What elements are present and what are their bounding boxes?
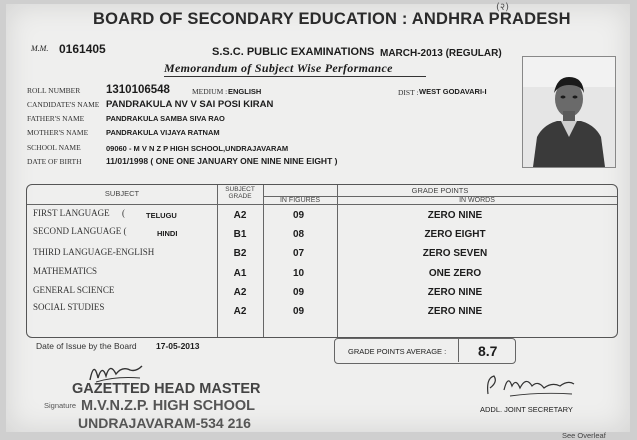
subject-name: SECOND LANGUAGE ( <box>33 226 127 236</box>
secretary-signature <box>480 368 580 400</box>
subject-grade: A2 <box>233 210 247 221</box>
grade-figure: 09 <box>293 210 305 221</box>
roll-label: ROLL NUMBER <box>27 86 81 95</box>
exam-title: S.S.C. PUBLIC EXAMINATIONS <box>212 46 375 58</box>
header-divider <box>27 204 617 205</box>
mm-label: M.M. <box>31 44 49 53</box>
exam-month: MARCH-2013 (REGULAR) <box>380 48 502 59</box>
subject-grade: B2 <box>233 248 247 259</box>
grade-figure: 09 <box>293 306 305 317</box>
candidate-name-label: CANDIDATE'S NAME <box>27 100 100 109</box>
subject-grade: A2 <box>233 306 247 317</box>
subject-name: FIRST LANGUAGE <box>33 208 110 218</box>
grade-words: ZERO NINE <box>427 287 483 298</box>
medium-value: ENGLISH <box>228 87 262 96</box>
father-name: PANDRAKULA SAMBA SIVA RAO <box>106 114 225 123</box>
grade-figure: 07 <box>293 248 305 259</box>
grade-words: ZERO NINE <box>427 306 483 317</box>
col-divider <box>217 185 218 337</box>
subject-language: TELUGU <box>146 211 177 220</box>
grade-words: ONE ZERO <box>428 268 482 279</box>
dist-value: WEST GODAVARI-I <box>419 87 487 96</box>
mother-name: PANDRAKULA VIJAYA RATNAM <box>106 128 220 137</box>
subject-grade: A2 <box>233 287 247 298</box>
bracket: ( <box>122 208 125 218</box>
issue-date: 17-05-2013 <box>156 341 200 351</box>
grade-words: ZERO NINE <box>427 210 483 221</box>
stamp-line-2: M.V.N.Z.P. HIGH SCHOOL <box>81 398 256 414</box>
subject-name: MATHEMATICS <box>33 266 98 276</box>
in-figures-header: IN FIGURES <box>279 197 321 204</box>
school-name: 09060 - M V N Z P HIGH SCHOOL,UNDRAJAVARAM <box>106 144 289 153</box>
stamp-line-3: UNDRAJAVARAM-534 216 <box>78 415 251 431</box>
col-divider <box>263 185 264 337</box>
memo-underline <box>164 76 426 77</box>
dob-label: DATE OF BIRTH <box>27 157 82 166</box>
subject-name: THIRD LANGUAGE-ENGLISH <box>33 247 155 257</box>
grade-points-header: GRADE POINTS <box>411 186 469 195</box>
subject-grade: B1 <box>233 229 247 240</box>
col-divider <box>337 185 338 337</box>
subject-grade-header: SUBJECT GRADE <box>225 186 255 200</box>
medium-label: MEDIUM : <box>192 87 228 96</box>
dob-value: 11/01/1998 ( ONE ONE JANUARY ONE NINE NINE EIGHT ) <box>106 156 338 166</box>
school-name-label: SCHOOL NAME <box>27 143 81 152</box>
addl-joint-secretary: ADDL. JOINT SECRETARY <box>480 405 573 414</box>
candidate-photo <box>522 56 616 168</box>
subject-grade: A1 <box>233 268 247 279</box>
certificate-sheet <box>6 2 630 440</box>
board-title: BOARD OF SECONDARY EDUCATION : ANDHRA PRADESH <box>93 10 571 28</box>
grade-table <box>26 184 618 338</box>
in-words-header: IN WORDS <box>459 197 495 204</box>
grade-figure: 09 <box>293 287 305 298</box>
corner-note: (२) <box>496 2 510 13</box>
see-overleaf: See Overleaf <box>562 431 606 440</box>
signature-label: Signature <box>44 401 77 410</box>
mother-name-label: MOTHER'S NAME <box>27 128 89 137</box>
gpa-divider <box>458 338 459 362</box>
subject-name: GENERAL SCIENCE <box>33 285 115 295</box>
father-name-label: FATHER'S NAME <box>27 114 85 123</box>
stamp-line-1: GAZETTED HEAD MASTER <box>72 381 261 397</box>
candidate-name: PANDRAKULA NV V SAI POSI KIRAN <box>106 99 274 110</box>
subject-language: HINDI <box>157 229 178 238</box>
grade-words: ZERO EIGHT <box>424 229 486 240</box>
grade-words: ZERO SEVEN <box>422 248 488 259</box>
grade-figure: 10 <box>293 268 305 279</box>
issue-date-label: Date of Issue by the Board <box>36 341 137 351</box>
subject-header: SUBJECT <box>104 189 140 198</box>
roll-number: 1310106548 <box>106 84 170 96</box>
gpa-label: GRADE POINTS AVERAGE : <box>348 347 447 356</box>
gpa-value: 8.7 <box>478 343 498 359</box>
dist-label: DIST : <box>398 88 419 97</box>
memo-title: Memorandum of Subject Wise Performance <box>164 61 393 75</box>
mm-number: 0161405 <box>59 42 106 56</box>
grade-figure: 08 <box>293 229 305 240</box>
subject-name: SOCIAL STUDIES <box>33 302 105 312</box>
